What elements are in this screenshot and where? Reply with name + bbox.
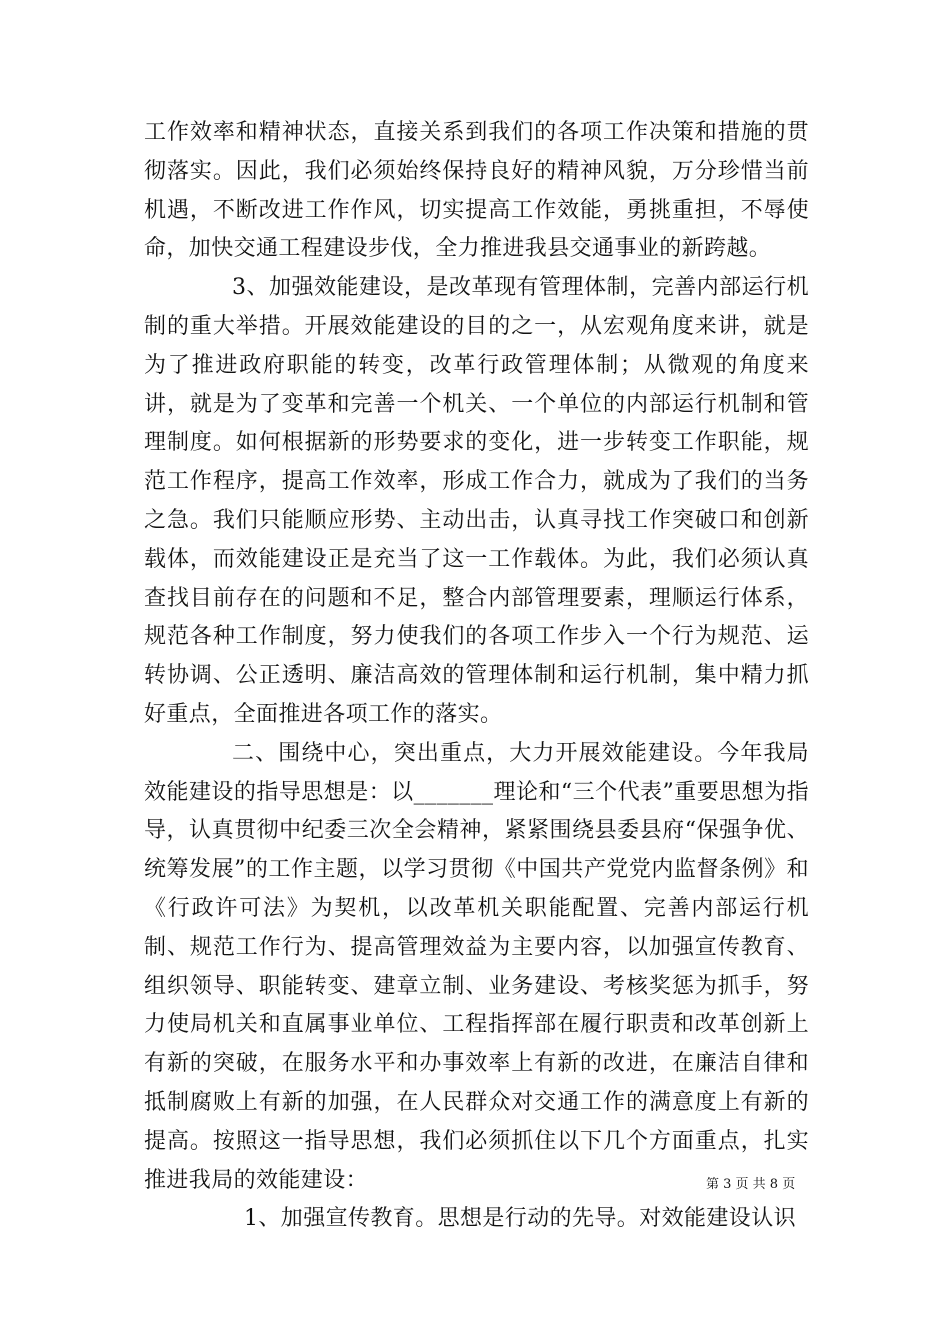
- page-number-footer: 第 3 页 共 8 页: [706, 1177, 796, 1192]
- paragraph-section-2: 二、围绕中心，突出重点，大力开展效能建设。今年我局效能建设的指导思想是：以_______理论和“三个代表”重要思想为指导，认真贯彻中纪委三次全会精神，紧紧围绕县委县府“保强争优、统筹发展”的工作主题，以学习贯彻《中国共产党党内监督条例》和《行政许可法》为契机，以改革机关职能配置、完善内部运行机制、规范工作行为、提高管理效益为主要内容，以加强宣传教育、组织领导、职能转变、建章立制、业务建设、考核奖惩为抓手，努力使局机关和直属事业单位、工程指挥部在履行职责和改革创新上有新的突破，在服务水平和办事效率上有新的改进，在廉洁自律和抵制腐败上有新的加强，在人民群众对交通工作的满意度上有新的提高。按照这一指导思想，我们必须抓住以下几个方面重点，扎实推进我局的效能建设：: [144, 740, 809, 1193]
- document-body: [144, 114, 809, 1239]
- paragraph-point-1: 1、加强宣传教育。思想是行动的先导。对效能建设认识: [244, 1206, 796, 1232]
- paragraph-point-3: 3、加强效能建设，是改革现有管理体制，完善内部运行机制的重大举措。开展效能建设的目的之一，从宏观角度来讲，就是为了推进政府职能的转变，改革行政管理体制；从微观的角度来讲，就是为了变革和完善一个机关、一个单位的内部运行机制和管理制度。如何根据新的形势要求的变化，进一步转变工作职能，规范工作程序，提高工作效率，形成工作合力，就成为了我们的当务之急。我们只能顺应形势、主动出击，认真寻找工作突破口和创新载体，而效能建设正是充当了这一工作载体。为此，我们必须认真查找目前存在的问题和不足，整合内部管理要素，理顺运行体系，规范各种工作制度，努力使我们的各项工作步入一个行为规范、运转协调、公正透明、廉洁高效的管理体制和运行机制，集中精力抓好重点，全面推进各项工作的落实。: [144, 275, 809, 727]
- paragraph-continuation: 工作效率和精神状态，直接关系到我们的各项工作决策和措施的贯彻落实。因此，我们必须始终保持良好的精神风貌，万分珍惜当前机遇，不断改进工作作风，切实提高工作效能，勇挑重担，不辱使命，加快交通工程建设步伐，全力推进我县交通事业的新跨越。: [144, 120, 809, 262]
